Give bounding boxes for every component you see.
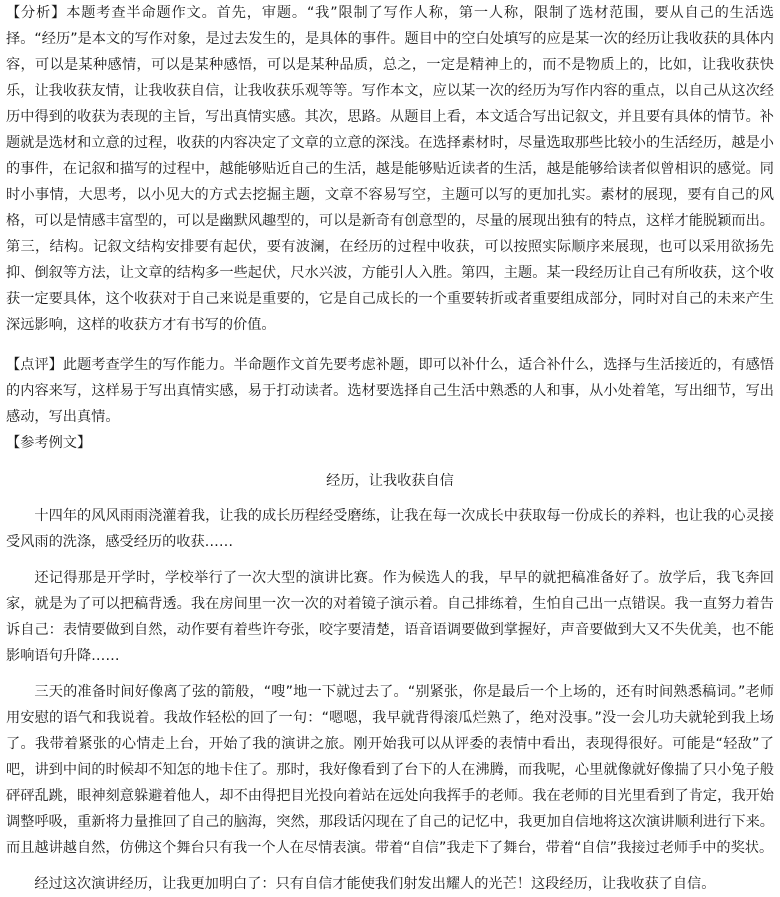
analysis-label: 【分析】	[6, 5, 67, 21]
essay-title: 经历，让我收获自信	[326, 473, 454, 489]
essay-paragraph-2: 还记得那是开学时，学校举行了一次大型的演讲比赛。作为候选人的我，早早的就把稿准备好了。放学后，我飞奔回家，就是为了可以把稿背透。我在房间里一次一次的对着镜子演示着。自己排练着，生怕自己出一点错误。我一直努力着告诉自己：表情要做到自然，动作要有着些许夸张，咬字要清楚，语音语调要做到掌握好，声音要做到大又不失优美，也不能影响语句升降……	[6, 570, 774, 664]
comment-label: 【点评】	[6, 357, 63, 373]
essay-paragraph-3: 三天的准备时间好像离了弦的箭般，“嗖”地一下就过去了。“别紧张，你是最后一个上场的，还有时间熟悉稿词。”老师用安慰的语气和我说着。我故作轻松的回了一句：“嗯嗯，我早就背得滚瓜烂熟了，绝对没事。”没一会儿功夫就轮到我上场了。我带着紧张的心情走上台，开始了我的演讲之旅。刚开始我可以从评委的表情中看出，表现得很好。可能是“轻敌”了吧，讲到中间的时候却不知怎的地卡住了。那时，我好像看到了台下的人在沸腾，而我呢，心里就像就好像揣了只小兔子般砰砰乱跳，眼神刻意躲避着他人，却不由得把目光投向着站在远处向我挥手的老师。我在老师的目光里看到了肯定，我开始调整呼吸，重新将力量推回了自己的脑海，突然，那段话闪现在了自己的记忆中，我更加自信地将这次演讲顺利进行下来。而且越讲越自然，仿佛这个舞台只有我一个人在尽情表演。带着“自信”我走下了舞台，带着“自信”我接过老师手中的奖状。	[6, 684, 774, 856]
analysis-section	[6, 0, 774, 338]
essay-paragraph-1: 十四年的风风雨雨浇灌着我，让我的成长历程经受磨练，让我在每一次成长中获取每一份成长的养料，也让我的心灵接受风雨的洗涤，感受经历的收获……	[6, 508, 774, 550]
essay-paragraph-4: 经过这次演讲经历，让我更加明白了：只有自信才能使我们射发出耀人的光芒！这段经历，让我收获了自信。	[34, 876, 716, 892]
comment-section	[6, 352, 774, 430]
analysis-text: 本题考查半命题作文。首先，审题。“我”限制了写作人称，第一人称，限制了选材范围，要从自己的生活选择。“经历”是本文的写作对象，是过去发生的，是具体的事件。题目中的空白处填写的应是某一次的经历让我收获的具体内容，可以是某种感情，可以是某种感悟，可以是某种品质，总之，一定是精神上的，而不是物质上的，比如，让我收获快乐，让我收获友情，让我收获自信，让我收获乐观等等。写作本文，应以某一次的经历为写作内容的重点，以自己从这次经历中得到的收获为表现的主旨，写出真情实感。其次，思路。从题目上看，本文适合写出记叙文，并且要有具体的情节。补题就是选材和立意的过程，收获的内容决定了文章的立意的深浅。在选择素材时，尽量选取那些比较小的生活经历，越是小的事件，在记叙和描写的过程中，越能够贴近自己的生活，越是能够贴近读者的生活，越是能够给读者似曾相识的感觉。同时小事情，大思考，以小见大的方式去挖掘主题，文章不容易写空，主题可以写的更加扎实。素材的展现，要有自己的风格，可以是情感丰富型的，可以是幽默风趣型的，可以是新奇有创意型的，尽量的展现出独有的特点，这样才能脱颖而出。第三，结构。记叙文结构安排要有起伏，要有波澜，在经历的过程中收获，可以按照实际顺序来展现，也可以采用欲扬先抑、倒叙等方法，让文章的结构多一些起伏，尺水兴波，方能引人入胜。第四，主题。某一段经历让自己有所收获，这个收获一定要具体，这个收获对于自己来说是重要的，它是自己成长的一个重要转折或者重要组成部分，同时对自己的未来产生深远影响，这样的收获方才有书写的价值。	[6, 5, 774, 333]
reference-essay-label: 【参考例文】	[6, 435, 92, 451]
comment-text: 此题考查学生的写作能力。半命题作文首先要考虑补题，即可以补什么，适合补什么，选择与生活接近的，有感悟的内容来写，这样易于写出真情实感，易于打动读者。选材要选择自己生活中熟悉的人和事，从小处着笔，写出细节，写出感动，写出真情。	[6, 357, 774, 425]
